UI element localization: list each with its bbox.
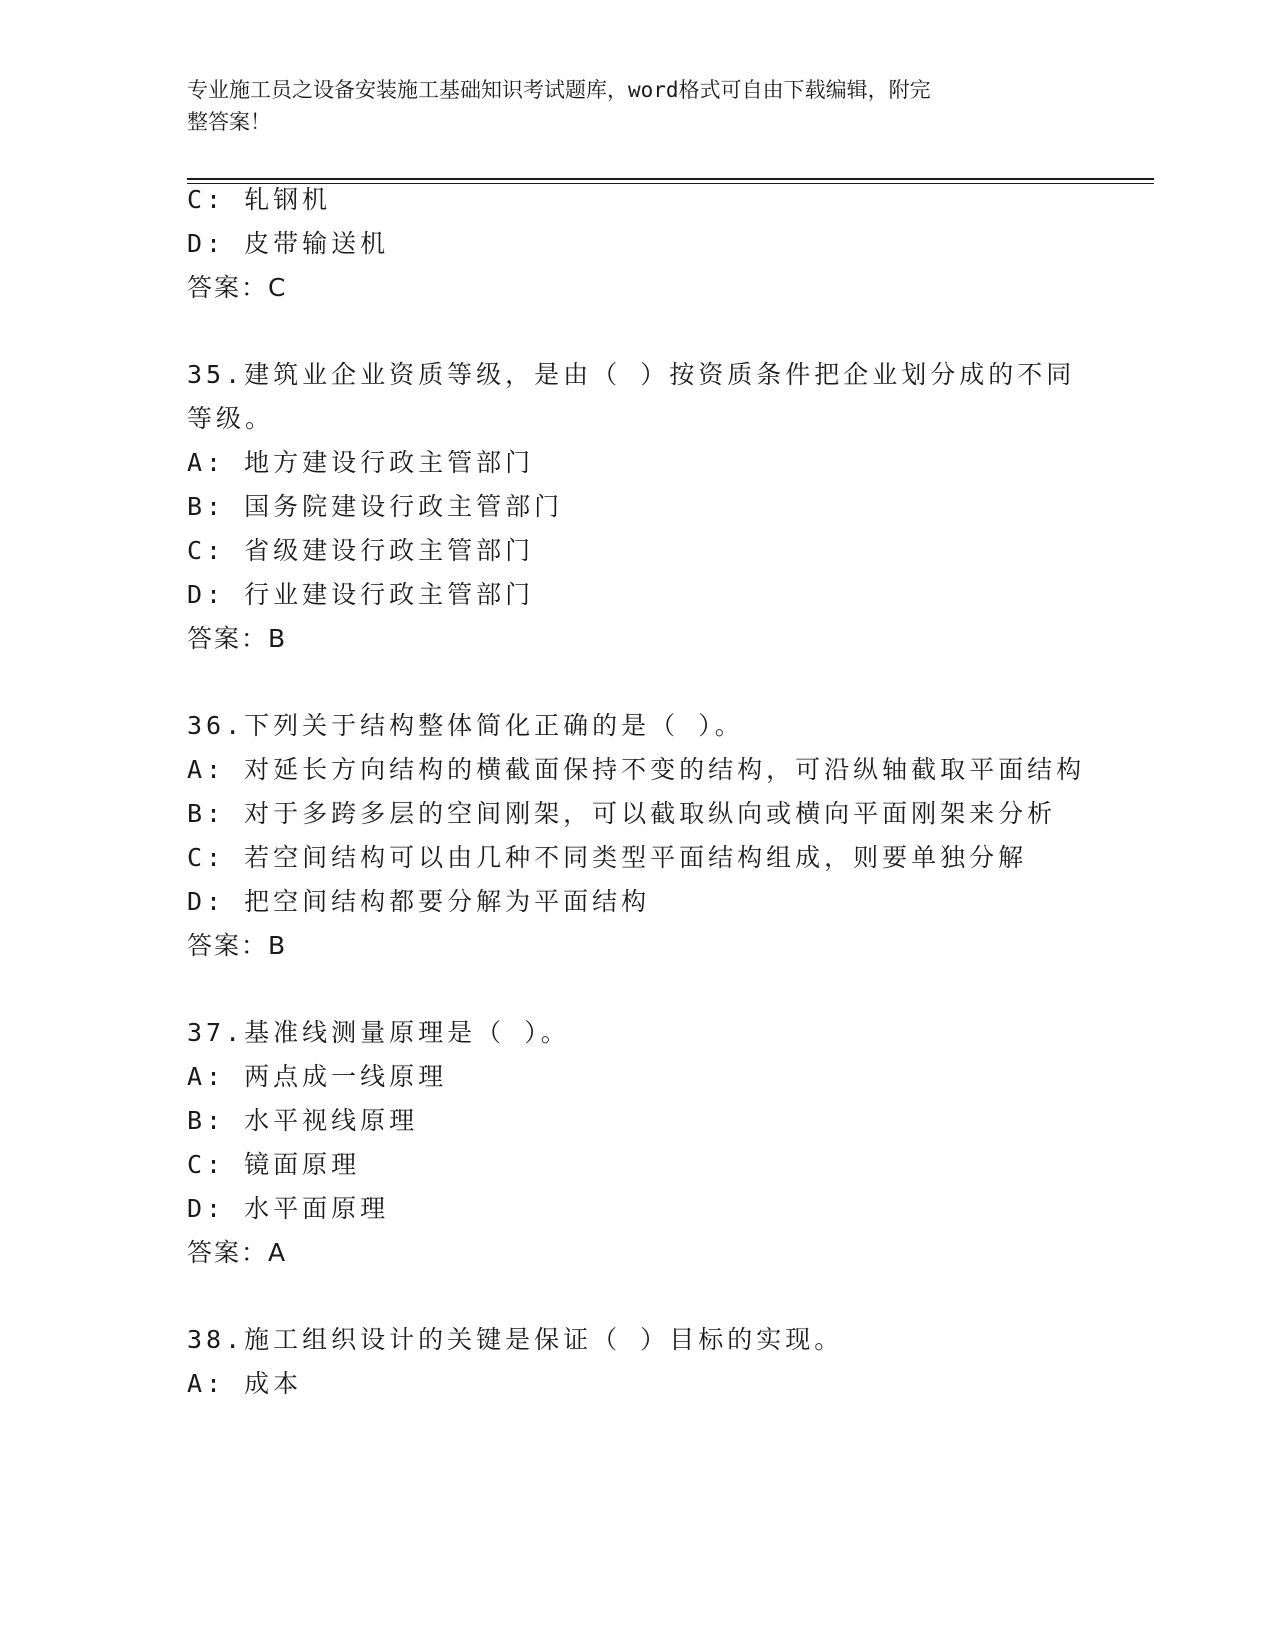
page-header <box>187 74 1087 138</box>
q35-option-d: D: 行业建设行政主管部门 <box>187 580 535 609</box>
q37-option-c: C: 镜面原理 <box>187 1150 361 1179</box>
q36-answer: 答案：B <box>187 931 288 960</box>
q38-option-a: A: 成本 <box>187 1369 303 1398</box>
header-line-2: 整答案！ <box>187 110 271 134</box>
q37-option-d: D: 水平面原理 <box>187 1194 390 1223</box>
q36-stem: 36.下列关于结构整体简化正确的是（ ）。 <box>187 711 744 740</box>
q37-stem: 37.基准线测量原理是（ ）。 <box>187 1018 570 1047</box>
q35-stem-line-2: 等级。 <box>187 404 275 433</box>
q34-option-c: C: 轧钢机 <box>187 185 332 214</box>
q36-option-c: C: 若空间结构可以由几种不同类型平面结构组成，则要单独分解 <box>187 843 1028 872</box>
q37-answer: 答案：A <box>187 1238 288 1267</box>
q37-option-a: A: 两点成一线原理 <box>187 1062 448 1091</box>
header-line-1: 专业施工员之设备安装施工基础知识考试题库，word格式可自由下载编辑，附完 <box>187 78 931 102</box>
q34-answer: 答案：C <box>187 273 288 302</box>
header-divider-thick <box>187 178 1154 180</box>
q35-option-c: C: 省级建设行政主管部门 <box>187 536 535 565</box>
q36-option-d: D: 把空间结构都要分解为平面结构 <box>187 887 651 916</box>
q35-answer: 答案：B <box>187 624 288 653</box>
q36-option-a: A: 对延长方向结构的横截面保持不变的结构，可沿纵轴截取平面结构 <box>187 755 1086 784</box>
q35-option-b: B: 国务院建设行政主管部门 <box>187 492 564 521</box>
q35-option-a: A: 地方建设行政主管部门 <box>187 448 535 477</box>
header-divider-thin <box>187 183 1154 184</box>
q36-option-b: B: 对于多跨多层的空间刚架，可以截取纵向或横向平面刚架来分析 <box>187 799 1057 828</box>
q37-option-b: B: 水平视线原理 <box>187 1106 419 1135</box>
q38-stem: 38.施工组织设计的关键是保证（ ）目标的实现。 <box>187 1325 844 1354</box>
q35-stem-line-1: 35.建筑业企业资质等级，是由（ ）按资质条件把企业划分成的不同 <box>187 360 1076 389</box>
q34-option-d: D: 皮带输送机 <box>187 229 390 258</box>
